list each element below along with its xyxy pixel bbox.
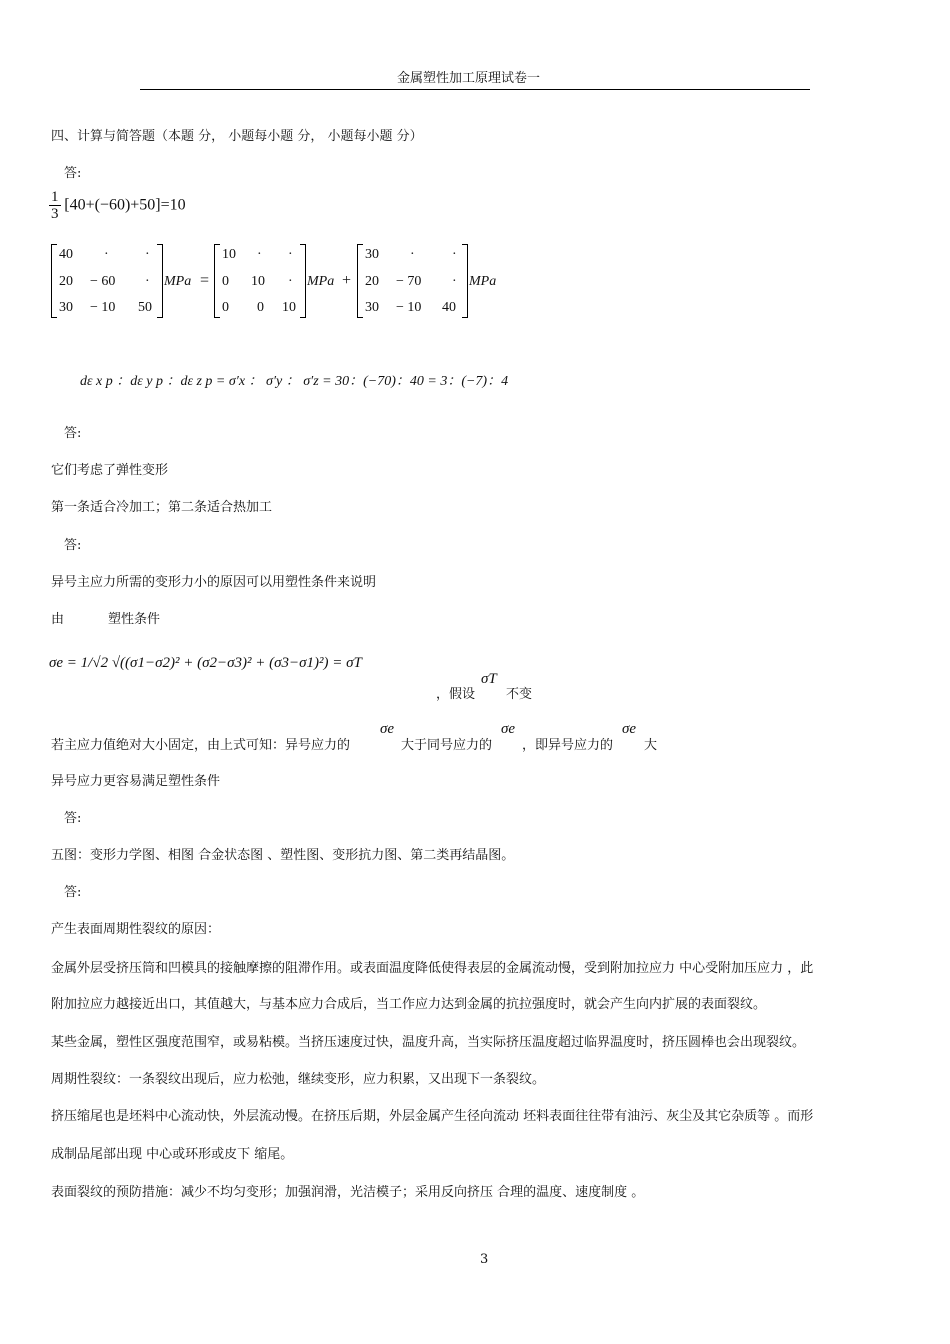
- q5-line-1: 产生表面周期性裂纹的原因：: [51, 922, 221, 937]
- fraction-numerator: 1: [51, 189, 59, 205]
- matrix-c-r1c1: − 70: [396, 274, 422, 289]
- matrix-c-r0c1: ·: [410, 247, 415, 262]
- q3-line-3b: 大于同号应力的: [401, 738, 493, 753]
- q3-line-4: 异号应力更容易满足塑性条件: [51, 774, 221, 789]
- matrix-c-r2c2: 40: [442, 300, 456, 315]
- answer-label-5: 答:: [64, 885, 82, 900]
- matrix-b-right-bracket: [300, 244, 306, 318]
- q2-line-2: 第一条适合冷加工；第二条适合热加工: [51, 500, 273, 515]
- matrix-c-r1c0: 20: [365, 274, 379, 289]
- unit-mpa-b: MPa: [307, 274, 335, 289]
- q5-line-3: 附加拉应力越接近出口，其值越大，与基本应力合成后，当工作应力达到金属的抗拉强度时，就会产生向内扩展的表面裂纹。: [51, 997, 767, 1012]
- matrix-a-left-bracket: [51, 244, 57, 318]
- matrix-a-right-bracket: [157, 244, 163, 318]
- q3-line-1: 异号主应力所需的变形力小的原因可以用塑性条件来说明: [51, 575, 377, 590]
- unit-mpa-a: MPa: [164, 274, 192, 289]
- answer-label-2: 答:: [64, 426, 82, 441]
- q3-line-3c: ，即异号应力的: [522, 738, 614, 753]
- matrix-a-r2c0: 30: [59, 300, 73, 315]
- q3-line-2a: 由: [51, 612, 65, 627]
- matrix-c-right-bracket: [462, 244, 468, 318]
- unit-mpa-c: MPa: [469, 274, 497, 289]
- q3-line-3d: 大: [644, 738, 658, 753]
- q5-line-7: 成制品尾部出现 中心或环形或皮下 缩尾。: [51, 1147, 294, 1162]
- matrix-b-left-bracket: [214, 244, 220, 318]
- matrix-b-r2c1: 0: [257, 300, 264, 315]
- fraction: [49, 189, 61, 222]
- assume-text: ，假设: [436, 687, 476, 702]
- matrix-b-r0c2: ·: [288, 247, 293, 262]
- mean-expression: [40+(−60)+50]=10: [64, 196, 186, 214]
- q3-line-3a: 若主应力值绝对大小固定，由上式可知：异号应力的: [51, 738, 351, 753]
- answer-label-1: 答:: [64, 166, 82, 181]
- header-rule: [140, 89, 810, 90]
- mean-stress-formula: [49, 189, 186, 222]
- answer-label-4: 答:: [64, 811, 82, 826]
- q3-line-2b: 塑性条件: [108, 612, 161, 627]
- sigma-e-symbol-2: σe: [501, 721, 516, 737]
- equals-sign: =: [200, 272, 210, 289]
- section-title: 四、计算与简答题（本题 分， 小题每小题 分， 小题每小题 分）: [51, 129, 423, 144]
- matrix-b-r0c0: 10: [222, 247, 236, 262]
- matrix-a-r1c1: − 60: [90, 274, 116, 289]
- matrix-a-r0c1: ·: [104, 247, 109, 262]
- matrix-b-r0c1: ·: [257, 247, 262, 262]
- q2-line-1: 它们考虑了弹性变形: [51, 463, 169, 478]
- unchanged-text: 不变: [506, 687, 533, 702]
- q5-line-8: 表面裂纹的预防措施：减少不均匀变形；加强润滑，光洁模子；采用反向挤压 合理的温度、速度制度 。: [51, 1185, 645, 1200]
- sigma-t-symbol: σT: [481, 671, 497, 687]
- matrix-c-r2c0: 30: [365, 300, 379, 315]
- matrix-b-r2c0: 0: [222, 300, 229, 315]
- sigma-e-symbol-3: σe: [622, 721, 637, 737]
- strain-ratio-formula: dε x p ：dε y p ：dε z p = σ′x ： σ′y ： σ′z = 30：(−70)：40 = 3：(−7)：4: [80, 374, 509, 389]
- matrix-b-r1c2: ·: [288, 274, 293, 289]
- matrix-a-r2c2: 50: [138, 300, 152, 315]
- plasticity-condition-formula: σe = 1/√2 √((σ1−σ2)² + (σ2−σ3)² + (σ3−σ1)²) = σT: [49, 655, 362, 671]
- matrix-a-r0c2: ·: [145, 247, 150, 262]
- page-number: 3: [480, 1252, 489, 1267]
- plus-sign: +: [342, 272, 352, 289]
- q4-line-1: 五图：变形力学图、相图 合金状态图 、塑性图、变形抗力图、第二类再结晶图。: [51, 848, 515, 863]
- q5-line-5: 周期性裂纹：一条裂纹出现后，应力松弛，继续变形，应力积累，又出现下一条裂纹。: [51, 1072, 546, 1087]
- answer-label-3: 答:: [64, 538, 82, 553]
- q5-line-4: 某些金属，塑性区强度范围窄，或易粘模。当挤压速度过快，温度升高，当实际挤压温度超过临界温度时，挤压圆棒也会出现裂纹。: [51, 1035, 806, 1050]
- matrix-b-r2c2: 10: [282, 300, 296, 315]
- q5-line-2: 金属外层受挤压筒和凹模具的接触摩擦的阻滞作用。或表面温度降低使得表层的金属流动慢，受到附加拉应力 中心受附加压应力 ，此: [51, 961, 814, 976]
- matrix-c-r2c1: − 10: [396, 300, 422, 315]
- sigma-e-symbol-1: σe: [380, 721, 395, 737]
- matrix-c-r0c0: 30: [365, 247, 379, 262]
- matrix-c-r0c2: ·: [452, 247, 457, 262]
- matrix-c-left-bracket: [357, 244, 363, 318]
- q5-line-6: 挤压缩尾也是坯料中心流动快，外层流动慢。在挤压后期，外层金属产生径向流动 坯料表面往往带有油污、灰尘及其它杂质等 。而形: [51, 1109, 814, 1124]
- matrix-b-r1c0: 0: [222, 274, 229, 289]
- matrix-b-r1c1: 10: [251, 274, 265, 289]
- matrix-a-r1c0: 20: [59, 274, 73, 289]
- matrix-c-r1c2: ·: [452, 274, 457, 289]
- fraction-denominator: 3: [51, 206, 59, 222]
- page-header-title: 金属塑性加工原理试卷一: [397, 71, 541, 86]
- matrix-a-r1c2: ·: [145, 274, 150, 289]
- matrix-a-r2c1: − 10: [90, 300, 116, 315]
- matrix-a-r0c0: 40: [59, 247, 73, 262]
